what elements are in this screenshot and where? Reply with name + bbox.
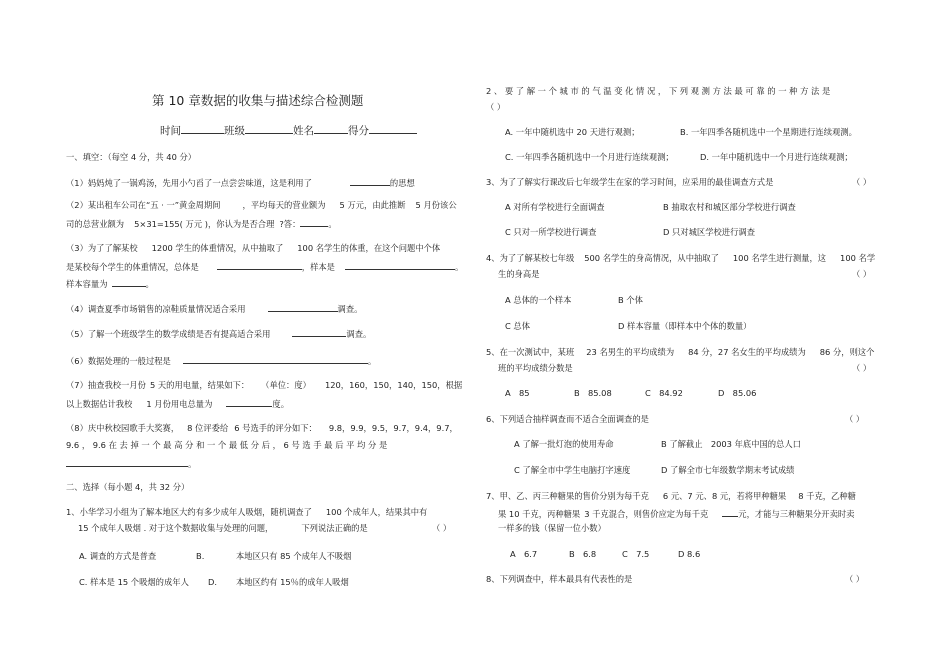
answer-paren[interactable]: （ ）: [845, 414, 865, 424]
answer-blank[interactable]: [268, 302, 338, 312]
fill-question-2-line1: （2）某出租车公司在“五 · 一”黄金周期间 ，平均每天的营业额为 5 万元，由此推断 5 月份该公: [66, 200, 457, 210]
fill-question-7-line1: （7）抽查我校一月份 5 天的用电量，结果如下： （单位：度） 120，160，150，140，150，根据: [66, 380, 463, 390]
choice-question-1-line2: 15 个成年人吸烟 . 对于这个数据收集与处理的问题， 下列说法正确的是: [78, 523, 368, 533]
answer-paren[interactable]: （ ）: [486, 102, 506, 112]
question-7-line3: 一样多的钱（保留一位小数）: [498, 523, 606, 533]
option-b[interactable]: B 个体: [618, 295, 643, 305]
answer-paren[interactable]: （ ）: [852, 177, 872, 187]
score-field[interactable]: [369, 124, 417, 134]
option-d[interactable]: D 样本容量（即样本中个体的数量）: [618, 321, 752, 331]
option-d[interactable]: D 85.06: [718, 388, 757, 398]
question-2-line1: 2 、 要 了 解 一 个 城 市 的 气 温 变 化 情 况 ， 下 列 观 测 方 法 最 可 靠 的 一 种 方 法 是: [486, 86, 831, 96]
answer-blank[interactable]: [66, 457, 188, 467]
option-b-letter[interactable]: B.: [196, 551, 205, 561]
answer-paren[interactable]: （ ）: [845, 574, 865, 584]
option-d[interactable]: D 8.6: [678, 549, 701, 559]
time-label: 时间: [160, 125, 181, 137]
question-4-line2: 生的身高是: [498, 269, 540, 279]
fill-question-5: （5）了解一个班级学生的数学成绩是否有提高适合采用 调查。: [66, 329, 372, 339]
fill-question-3-line3: 样本容量为 。: [66, 279, 154, 289]
option-d[interactable]: D. 一年中随机选中一个月进行连续观测；: [700, 152, 853, 162]
question-5-line1: 5、在一次测试中，某班 23 名男生的平均成绩为 84 分，27 名女生的平均成绩为 86 分，则这个: [486, 347, 875, 357]
option-d-letter[interactable]: D.: [208, 577, 218, 587]
option-a[interactable]: A. 调查的方式是普查: [79, 551, 157, 561]
choice-section-heading: 二、选择（每小题 4，共 32 分）: [66, 482, 190, 492]
name-field[interactable]: [314, 124, 348, 134]
option-a[interactable]: A 85: [505, 388, 530, 398]
time-field[interactable]: [181, 124, 224, 134]
option-d[interactable]: D 只对城区学校进行调查: [663, 227, 755, 237]
option-c[interactable]: C. 一年四季各随机选中一个月进行连续观测；: [505, 152, 674, 162]
option-a[interactable]: A 对所有学校进行全面调查: [505, 202, 605, 212]
question-3: 3、为了了解实行课改后七年级学生在家的学习时间，应采用的最佳调查方式是: [486, 177, 774, 187]
option-c[interactable]: C 84.92: [645, 388, 683, 398]
question-7-line1: 7、甲、乙、丙三种糖果的售价分别为每千克 6 元、7 元、8 元，若将甲种糖果 8 千克，乙种糖: [486, 491, 856, 501]
page-title: 第 10 章数据的收集与描述综合检测题: [152, 93, 364, 108]
option-c[interactable]: C 总体: [505, 321, 531, 331]
answer-paren[interactable]: （ ）: [852, 363, 872, 373]
name-label: 姓名: [293, 125, 314, 137]
question-5-line2: 班的平均成绩分数是: [498, 363, 573, 373]
answer-blank[interactable]: [112, 277, 146, 287]
answer-blank[interactable]: [300, 217, 328, 227]
option-d[interactable]: 本地区约有 15％的成年人吸烟: [236, 577, 349, 587]
answer-blank[interactable]: [226, 397, 272, 407]
answer-paren[interactable]: （ ）: [852, 269, 872, 279]
option-b[interactable]: B 6.8: [569, 549, 597, 559]
exam-header-row: [160, 124, 417, 138]
fill-section-heading: 一、填空：（每空 4 分，共 40 分）: [66, 152, 197, 162]
question-6: 6、下列适合抽样调查而不适合全面调查的是: [486, 414, 649, 424]
option-c[interactable]: C. 样本是 15 个吸烟的成年人: [79, 577, 189, 587]
fill-question-8-line3: 。: [66, 457, 196, 470]
fill-question-3-line2: 是某校每个学生的体重情况，总体是 ，样本是 。: [66, 262, 464, 272]
option-b[interactable]: B 了解截止 2003 年底中国的总人口: [661, 439, 801, 449]
answer-blank[interactable]: [345, 260, 455, 270]
option-c[interactable]: C 了解全市中学生电脑打字速度: [514, 465, 631, 475]
question-7-line2: 果 10 千克，丙种糖果 3 千克混合，则售价应定为每千克 元，才能与三种糖果分开卖时卖: [498, 509, 855, 519]
fill-question-2-line2: 司的总营业额为 5×31=155( 万元 )，你认为是否合理 ?答： 。: [66, 219, 337, 229]
fill-question-6: （6）数据处理的一般过程是 。: [66, 356, 377, 366]
option-c[interactable]: C 7.5: [622, 549, 650, 559]
option-a[interactable]: A 总体的一个样本: [505, 295, 572, 305]
option-d[interactable]: D 了解全市七年级数学期末考试成绩: [661, 465, 795, 475]
option-a[interactable]: A 6.7: [510, 549, 538, 559]
option-a[interactable]: A. 一年中随机选中 20 天进行观测；: [505, 127, 640, 137]
option-b[interactable]: B 85.08: [574, 388, 612, 398]
option-c[interactable]: C 只对一所学校进行调查: [505, 227, 597, 237]
answer-blank[interactable]: [722, 507, 738, 517]
fill-question-8-line1: （8）庆中秋校园歌手大奖赛， 8 位评委给 6 号选手的评分如下： 9.8，9.9，9.5，9.7，9.4，9.7，: [66, 423, 458, 433]
fill-question-1: （1）妈妈炖了一锅鸡汤，先用小勺舀了一点尝尝味道，这是利用了 的思想: [66, 178, 415, 188]
choice-question-1-line1: 1、小华学习小组为了解本地区大约有多少成年人吸烟，随机调查了 100 个成年人，结果其中有: [66, 507, 428, 517]
option-b[interactable]: B 抽取农村和城区部分学校进行调查: [663, 202, 796, 212]
question-8: 8、下列调查中，样本最具有代表性的是: [486, 574, 633, 584]
fill-question-8-line2: 9.6 ， 9.6 在 去 掉 一 个 最 高 分 和 一 个 最 低 分 后 ， 6 号 选 手 最 后 平 均 分 是: [66, 440, 388, 450]
score-label: 得分: [348, 125, 369, 137]
answer-blank[interactable]: [292, 327, 346, 337]
fill-question-7-line2: 以上数据估计我校 1 月份用电总量为 度。: [66, 399, 289, 409]
answer-blank[interactable]: [217, 260, 302, 270]
fill-question-3-line1: （3）为了了解某校 1200 学生的体重情况，从中抽取了 100 名学生的体重，在这个问题中个体: [66, 243, 441, 253]
answer-blank[interactable]: [350, 176, 390, 186]
class-label: 班级: [224, 125, 245, 137]
question-4-line1: 4、为了了解某校七年级 500 名学生的身高情况，从中抽取了 100 名学生进行测量，这 100 名学: [486, 253, 876, 263]
class-field[interactable]: [245, 124, 293, 134]
answer-paren[interactable]: （ ）: [432, 523, 452, 533]
option-b[interactable]: B. 一年四季各随机选中一个星期进行连续观测。: [680, 127, 857, 137]
option-b[interactable]: 本地区只有 85 个成年人不吸烟: [236, 551, 352, 561]
answer-blank[interactable]: [183, 354, 368, 364]
fill-question-4: （4）调查夏季市场销售的凉鞋质量情况适合采用 调查。: [66, 304, 363, 314]
option-a[interactable]: A 了解一批灯泡的使用寿命: [514, 439, 614, 449]
